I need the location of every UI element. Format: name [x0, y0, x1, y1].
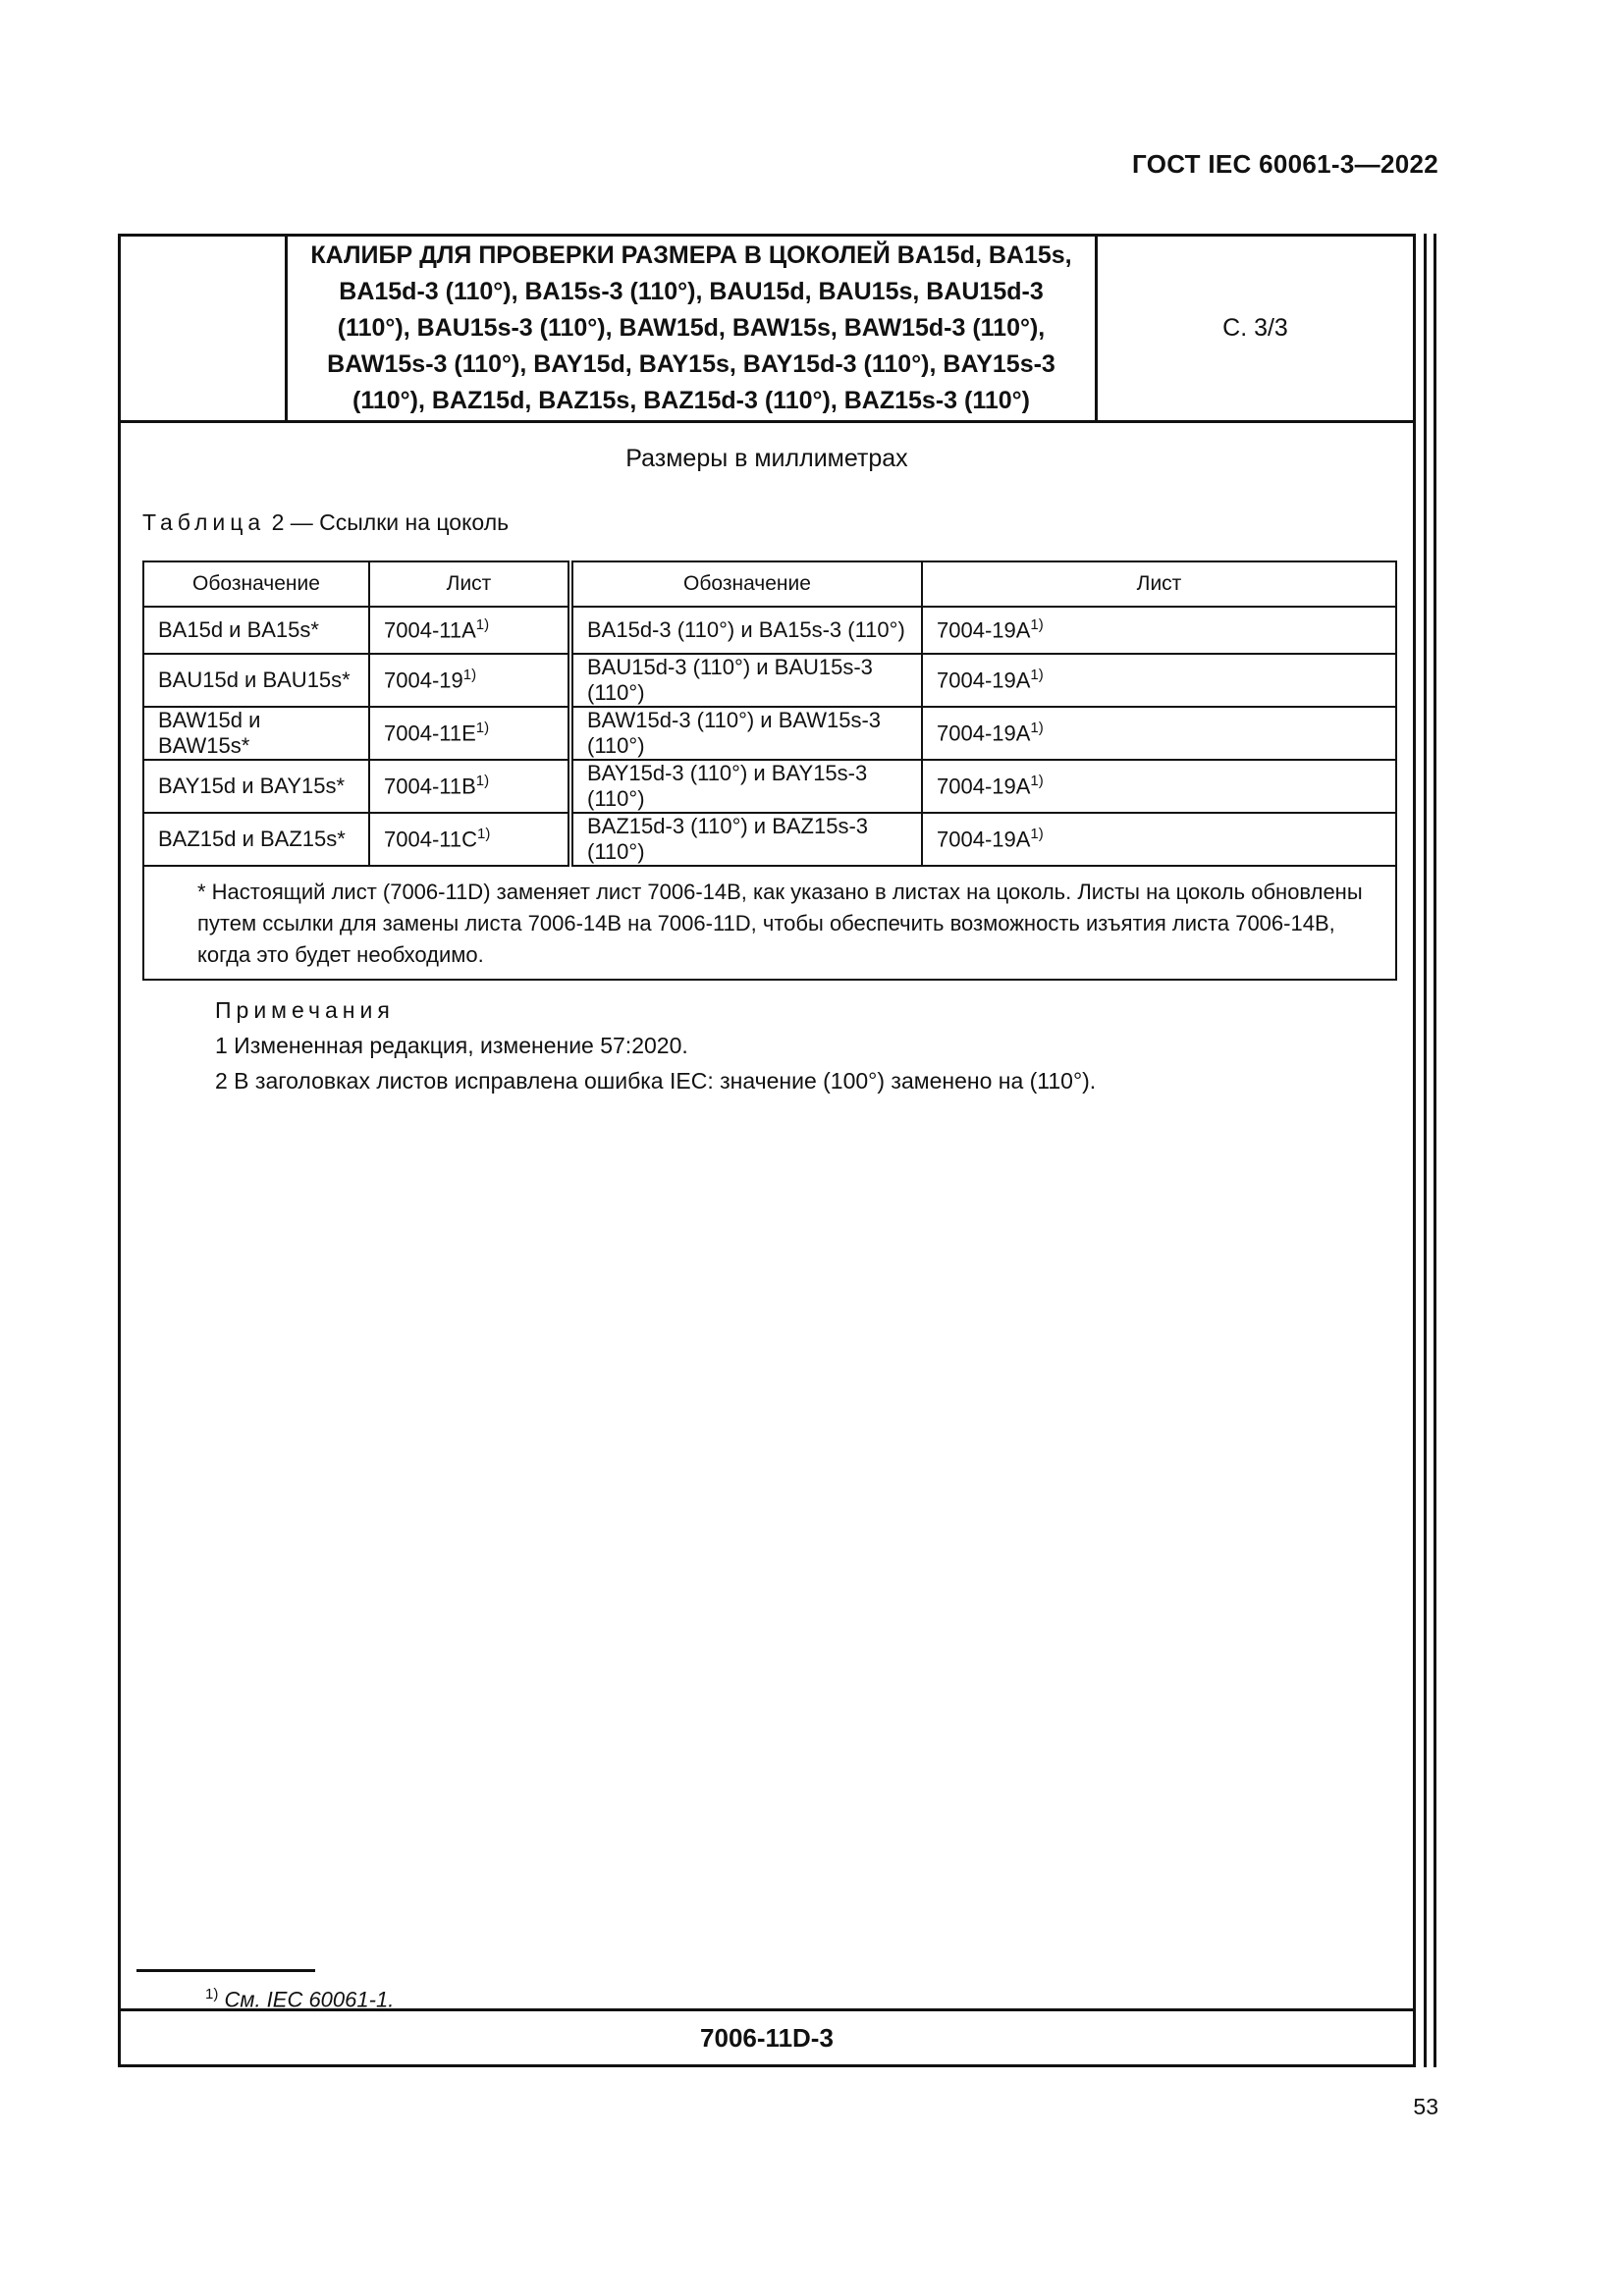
sheet-cell: $7004-19A^{1)}$ — [922, 760, 1396, 813]
sheet-cell: $7004-19A^{1)}$ — [922, 654, 1396, 707]
designation-cell: BAY15d-3 (110°) и BAY15s-3 (110°) — [570, 760, 922, 813]
designation-cell: BAW15d-3 (110°) и BAW15s-3 (110°) — [570, 707, 922, 760]
designation-cell: BAZ15d и BAZ15s* — [143, 813, 369, 866]
notes-heading: Примечания — [215, 997, 395, 1023]
sheet-frame — [118, 234, 1416, 2067]
note-item: 1 Измененная редакция, изменение 57:2020. — [215, 1033, 688, 1058]
table-header-row — [143, 561, 1396, 607]
sheet-cell: $7004-11C^{1)}$ — [369, 813, 570, 866]
designation-cell: BA15d и BA15s* — [143, 607, 369, 654]
header-sheet: Лист — [369, 561, 570, 607]
table-row — [143, 813, 1396, 866]
table-note-row — [143, 866, 1396, 980]
sheet-cell: 7004-19$^{1)}$ — [369, 654, 570, 707]
table-row — [143, 707, 1396, 760]
designation-cell: BAZ15d-3 (110°) и BAZ15s-3 (110°) — [570, 813, 922, 866]
sheet-code: 7006-11D-3 — [121, 2008, 1413, 2064]
table-row — [143, 654, 1396, 707]
table-caption — [142, 509, 509, 536]
footnote-marker: 1) — [205, 1986, 219, 2002]
sheet-cell: $7004-19A^{1)}$ — [922, 607, 1396, 654]
sheet-cell: $7004-11E^{1)}$ — [369, 707, 570, 760]
header-designation: Обозначение — [143, 561, 369, 607]
sheet-cell: $7004-11B^{1)}$ — [369, 760, 570, 813]
designation-cell: BAY15d и BAY15s* — [143, 760, 369, 813]
designation-cell: BAW15d и BAW15s* — [143, 707, 369, 760]
sheet-cell: $7004-19A^{1)}$ — [922, 813, 1396, 866]
header-sheet: Лист — [922, 561, 1396, 607]
sheet-title: КАЛИБР ДЛЯ ПРОВЕРКИ РАЗМЕРА В ЦОКОЛЕЙ BA15d, BA15s, BA15d-3 (110°), BA15s-3 (110°), BAU15d, BAU15s, BAU15d-3 (110°), BAU15s-3 (110°), BAW15d, BAW15s, BAW15d-3 (110°), BAW15s-3 (110°), BAY15d, BAY15s, BAY15d-3 (110°), BAY15s-3 (110°), BAZ15d, BAZ15s, BAZ15d-3 (110°), BAZ15s-3 (110°) — [310, 241, 1072, 414]
frame-line — [1424, 234, 1427, 2067]
table-caption-word: Таблица — [142, 509, 266, 535]
notes-block — [215, 992, 1096, 1098]
table-note-text: * Настоящий лист (7006-11D) заменяет лист 7006-14B, как указано в листах на цоколь. Листы на цоколь обновлены путем ссылки для замены листа 7006-14B на 7006-11D, чтобы обеспечить возможность изъятия листа 7006-14B, когда это будет необходимо. — [197, 880, 1363, 967]
frame-line — [1434, 234, 1436, 2067]
table-note — [143, 866, 1396, 980]
header-designation: Обозначение — [570, 561, 922, 607]
references-table — [142, 561, 1397, 981]
table-row — [143, 607, 1396, 654]
sheet-cell: $7004-11A^{1)}$ — [369, 607, 570, 654]
page-ref: С. 3/3 — [1095, 237, 1413, 420]
units-note: Размеры в миллиметрах — [625, 445, 908, 472]
standard-code: ГОСТ IEC 60061-3—2022 — [1132, 149, 1438, 179]
sheet-header — [121, 237, 1413, 423]
footnote-text: См. IEC 60061-1. — [224, 1987, 395, 2012]
footnote-rule — [136, 1969, 315, 1972]
designation-cell: BA15d-3 (110°) и BA15s-3 (110°) — [570, 607, 922, 654]
table-caption-text: 2 — Ссылки на цоколь — [271, 509, 510, 535]
page-number: 53 — [1413, 2094, 1438, 2119]
table-row — [143, 760, 1396, 813]
sheet-cell: $7004-19A^{1)}$ — [922, 707, 1396, 760]
designation-cell: BAU15d и BAU15s* — [143, 654, 369, 707]
designation-cell: BAU15d-3 (110°) и BAU15s-3 (110°) — [570, 654, 922, 707]
note-item: 2 В заголовках листов исправлена ошибка IEC: значение (100°) заменено на (110°). — [215, 1068, 1097, 1094]
header-left-cell — [121, 237, 288, 420]
